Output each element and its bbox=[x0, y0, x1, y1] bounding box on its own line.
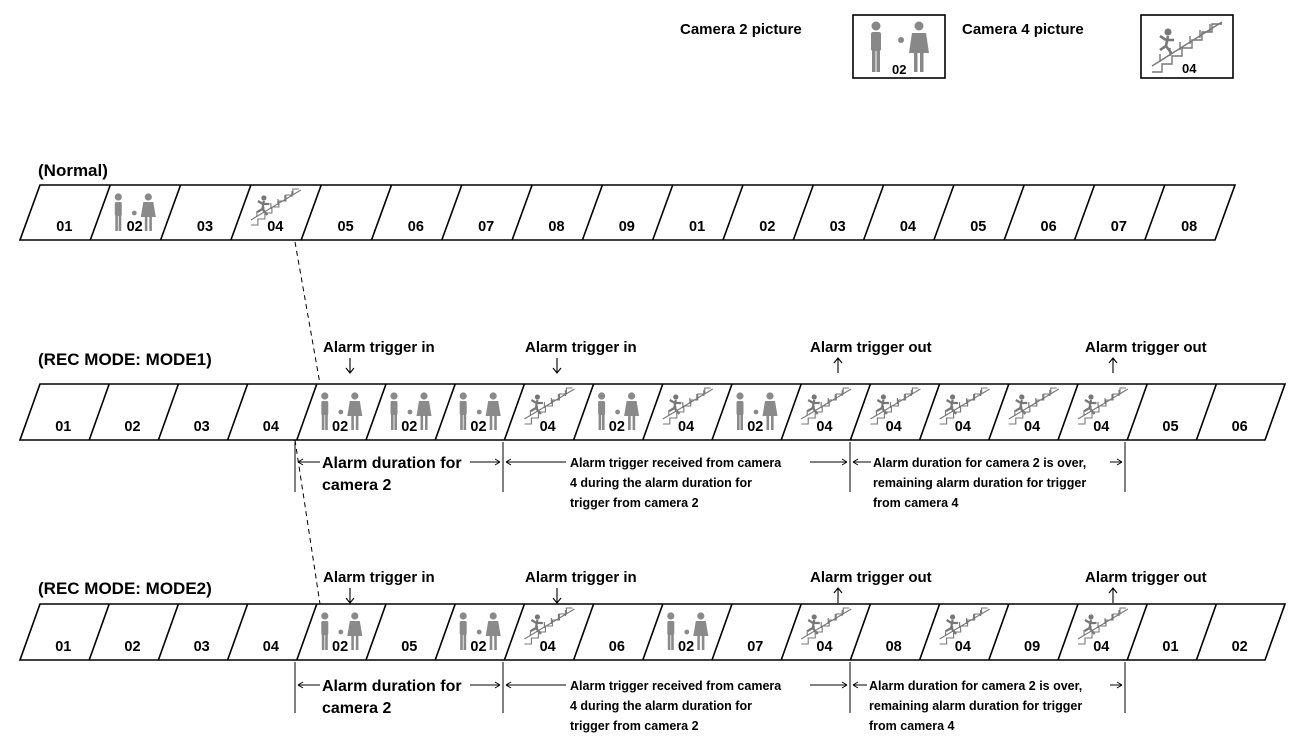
mode1-trigger-3-label: Alarm trigger out bbox=[810, 339, 932, 356]
mode2-trigger-4-label: Alarm trigger out bbox=[1085, 569, 1207, 586]
mode1-duration-3-line-2: remaining alarm duration for trigger bbox=[873, 476, 1087, 490]
frame-number: 04 bbox=[1024, 419, 1041, 435]
frame-number: 04 bbox=[539, 419, 556, 435]
frame-number: 02 bbox=[678, 639, 695, 655]
legend-camera2-number: 02 bbox=[892, 62, 907, 77]
mode2-trigger-1-label: Alarm trigger in bbox=[323, 569, 435, 586]
frame-number: 02 bbox=[332, 419, 349, 435]
mode2-trigger-3-label: Alarm trigger out bbox=[810, 569, 932, 586]
frame-number: 02 bbox=[401, 419, 418, 435]
mode1-trigger-1-label: Alarm trigger in bbox=[323, 339, 435, 356]
frame-number: 02 bbox=[124, 639, 141, 655]
connector-line-normal-to-mode1 bbox=[295, 242, 320, 384]
frame-number: 04 bbox=[1093, 639, 1110, 655]
mode1-duration-1-line-1: Alarm duration for bbox=[322, 455, 462, 472]
frame-number: 06 bbox=[407, 219, 424, 235]
row-mode2 bbox=[20, 569, 1285, 733]
frame-number: 03 bbox=[196, 219, 214, 235]
mode1-trigger-4-label: Alarm trigger out bbox=[1085, 339, 1207, 356]
mode1-duration-2-line-2: 4 during the alarm duration for bbox=[570, 476, 752, 490]
mode1-duration-1-line-2: camera 2 bbox=[322, 477, 392, 494]
frame-number: 05 bbox=[401, 639, 418, 655]
frame-number: 07 bbox=[478, 219, 495, 235]
row-mode1-title: (REC MODE: MODE1) bbox=[38, 350, 212, 369]
frame-number: 06 bbox=[1231, 419, 1248, 435]
legend bbox=[680, 15, 1233, 78]
mode1-duration-3-line-1: Alarm duration for camera 2 is over, bbox=[873, 456, 1087, 470]
legend-camera4-number: 04 bbox=[1182, 61, 1197, 76]
mode2-trigger-2-label: Alarm trigger in bbox=[525, 569, 637, 586]
frame-number: 04 bbox=[1093, 419, 1110, 435]
frame-number: 02 bbox=[332, 639, 349, 655]
up-arrow-icon bbox=[834, 588, 1117, 603]
frame-number: 01 bbox=[689, 219, 706, 235]
frame-number: 02 bbox=[1231, 639, 1248, 655]
mode1-duration-2-line-1: Alarm trigger received from camera bbox=[570, 456, 782, 470]
frame-number: 01 bbox=[1162, 639, 1179, 655]
frame-number: 06 bbox=[608, 639, 625, 655]
frame-number: 03 bbox=[193, 419, 210, 435]
frame-number: 01 bbox=[56, 219, 73, 235]
down-arrow-icon bbox=[346, 588, 561, 603]
frame-number: 05 bbox=[1162, 419, 1179, 435]
frame-number: 05 bbox=[970, 219, 987, 235]
frame-number: 09 bbox=[1024, 639, 1041, 655]
frame-number: 01 bbox=[55, 639, 72, 655]
frame-number: 02 bbox=[747, 419, 764, 435]
mode2-duration-3-line-1: Alarm duration for camera 2 is over, bbox=[869, 679, 1083, 693]
frame-number: 09 bbox=[618, 219, 635, 235]
mode2-duration-1-line-2: camera 2 bbox=[322, 700, 392, 717]
row-mode1 bbox=[20, 339, 1285, 510]
row-normal-title: (Normal) bbox=[38, 161, 108, 180]
frame-number: 04 bbox=[539, 639, 556, 655]
frame-number: 04 bbox=[899, 219, 917, 235]
mode1-trigger-2-label: Alarm trigger in bbox=[525, 339, 637, 356]
mode2-duration-3-line-3: from camera 4 bbox=[869, 719, 955, 733]
frame-number: 02 bbox=[759, 219, 776, 235]
frame-number: 04 bbox=[262, 639, 279, 655]
frame-number: 08 bbox=[548, 219, 565, 235]
frame-number: 03 bbox=[193, 639, 210, 655]
row-mode2-title: (REC MODE: MODE2) bbox=[38, 579, 212, 598]
frame-number: 08 bbox=[885, 639, 902, 655]
frame-number: 07 bbox=[747, 639, 764, 655]
frame-number: 03 bbox=[829, 219, 846, 235]
frame-number: 07 bbox=[1110, 219, 1127, 235]
mode2-duration-2-line-3: trigger from camera 2 bbox=[570, 719, 699, 733]
frame-number: 01 bbox=[55, 419, 72, 435]
frame-number: 05 bbox=[337, 219, 354, 235]
frame-number: 04 bbox=[885, 419, 902, 435]
frame-number: 04 bbox=[678, 419, 695, 435]
mode2-duration-2-line-2: 4 during the alarm duration for bbox=[570, 699, 752, 713]
mode2-duration-3-line-2: remaining alarm duration for trigger bbox=[869, 699, 1083, 713]
frame-number: 02 bbox=[608, 419, 625, 435]
frame-number: 04 bbox=[816, 639, 833, 655]
row-normal bbox=[20, 161, 1235, 240]
frame-number: 04 bbox=[262, 419, 279, 435]
mode1-duration-2-line-3: trigger from camera 2 bbox=[570, 496, 699, 510]
legend-camera4-box bbox=[1141, 15, 1233, 78]
frame-number: 04 bbox=[267, 219, 284, 235]
up-arrow-icon bbox=[834, 358, 1117, 373]
legend-camera2-label: Camera 2 picture bbox=[680, 21, 802, 38]
frame-number: 04 bbox=[954, 419, 971, 435]
down-arrow-icon bbox=[346, 358, 561, 373]
frame-number: 04 bbox=[816, 419, 833, 435]
frame-number: 04 bbox=[954, 639, 971, 655]
frame-number: 08 bbox=[1181, 219, 1198, 235]
frame-number: 02 bbox=[470, 419, 487, 435]
frame-number: 02 bbox=[126, 219, 143, 235]
mode1-duration-3-line-3: from camera 4 bbox=[873, 496, 959, 510]
mode2-duration-1-line-1: Alarm duration for bbox=[322, 678, 462, 695]
legend-camera4-label: Camera 4 picture bbox=[962, 21, 1084, 38]
mode2-duration-2-line-1: Alarm trigger received from camera bbox=[570, 679, 782, 693]
frame-number: 02 bbox=[124, 419, 141, 435]
connector-line-mode1-to-mode2 bbox=[295, 440, 320, 604]
frame-number: 06 bbox=[1040, 219, 1057, 235]
frame-number: 02 bbox=[470, 639, 487, 655]
legend-camera2-box bbox=[853, 15, 945, 78]
